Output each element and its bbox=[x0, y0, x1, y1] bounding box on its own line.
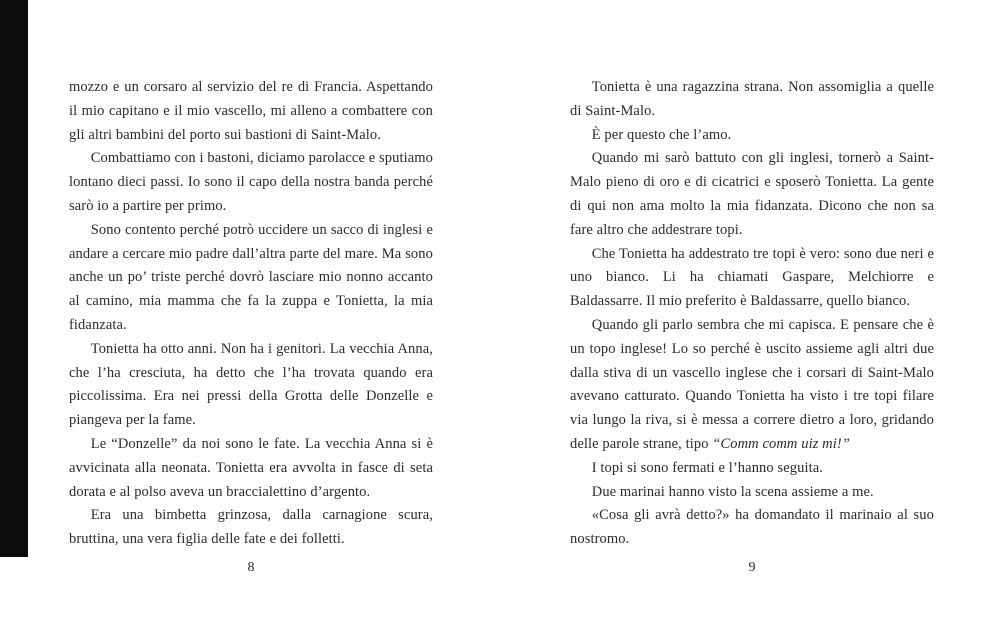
paragraph: Tonietta è una ragazzina strana. Non assomiglia a quelle di Saint-Malo. bbox=[570, 79, 934, 119]
paragraph: Quando mi sarò battuto con gli inglesi, tornerò a Saint-Malo pieno di oro e di cicatrici e sposerò Tonietta. La gente di qui non ama molto la mia fidanzata. Dicono che non sa fare altro che addestrare topi. bbox=[570, 150, 934, 238]
paragraph: Le “Donzelle” da noi sono le fate. La vecchia Anna si è avvicinata alla neonata. Tonietta era avvolta in fasce di seta dorata e al polso aveva un braccialettino d’argento. bbox=[69, 435, 433, 500]
paragraph: I topi si sono fermati e l’hanno seguita. bbox=[591, 459, 823, 476]
book-cover-edge-strip bbox=[0, 0, 28, 557]
page-number-left: 8 bbox=[247, 560, 255, 575]
paragraph-text: Quando gli parlo sembra che mi capisca. E pensare che è un topo inglese! Lo so perché è uscito assieme agli altri due dalla stiva di un vascello inglese che i corsari di Saint-Malo avevano catturato. Quando Tonietta ha visto i tre topi filare via lungo la riva, si è messa a correre dietro a loro, gridando delle parole strane, tipo bbox=[570, 316, 934, 452]
paragraph: mozzo e un corsaro al servizio del re di Francia. Aspettando il mio capitano e il mio vascello, mi alleno a combattere con gli altri bambini del porto sui bastioni di Saint-Malo. bbox=[69, 79, 433, 143]
paragraph-italic-quote: “Comm comm uiz mi!” bbox=[712, 435, 850, 452]
paragraph: Due marinai hanno visto la scena assieme a me. bbox=[591, 483, 874, 500]
paragraph: Sono contento perché potrò uccidere un sacco di inglesi e andare a cercare mio padre dall’altra parte del mare. Ma sono anche un po’ triste perché dovrò lasciare mio nonno accanto al camino, mia mamma che fa la zuppa e Tonietta, la mia fidanzata. bbox=[69, 221, 433, 333]
page-number-right: 9 bbox=[748, 560, 756, 575]
paragraph: Combattiamo con i bastoni, diciamo parolacce e sputiamo lontano dieci passi. Io sono il capo della nostra banda perché sarò io a partire per primo. bbox=[69, 150, 433, 214]
paragraph: Tonietta ha otto anni. Non ha i genitori. La vecchia Anna, che l’ha cresciuta, ha detto che l’ha trovata quando era piccolissima. Era nei pressi della Grotta delle Donzelle e piangeva per la fame. bbox=[69, 340, 433, 429]
paragraph: Che Tonietta ha addestrato tre topi è vero: sono due neri e uno bianco. Li ha chiamati Gaspare, Melchiorre e Baldassarre. Il mio preferito è Baldassarre, quello bianco. bbox=[570, 245, 934, 310]
paragraph: È per questo che l’amo. bbox=[591, 126, 732, 143]
paragraph: «Cosa gli avrà detto?» ha domandato il marinaio al suo nostromo. bbox=[570, 507, 934, 548]
right-page bbox=[570, 76, 934, 552]
left-page bbox=[69, 76, 433, 552]
paragraph: Era una bimbetta grinzosa, dalla carnagione scura, bruttina, una vera figlia delle fate e dei folletti. bbox=[69, 507, 433, 548]
paragraph bbox=[570, 314, 934, 457]
